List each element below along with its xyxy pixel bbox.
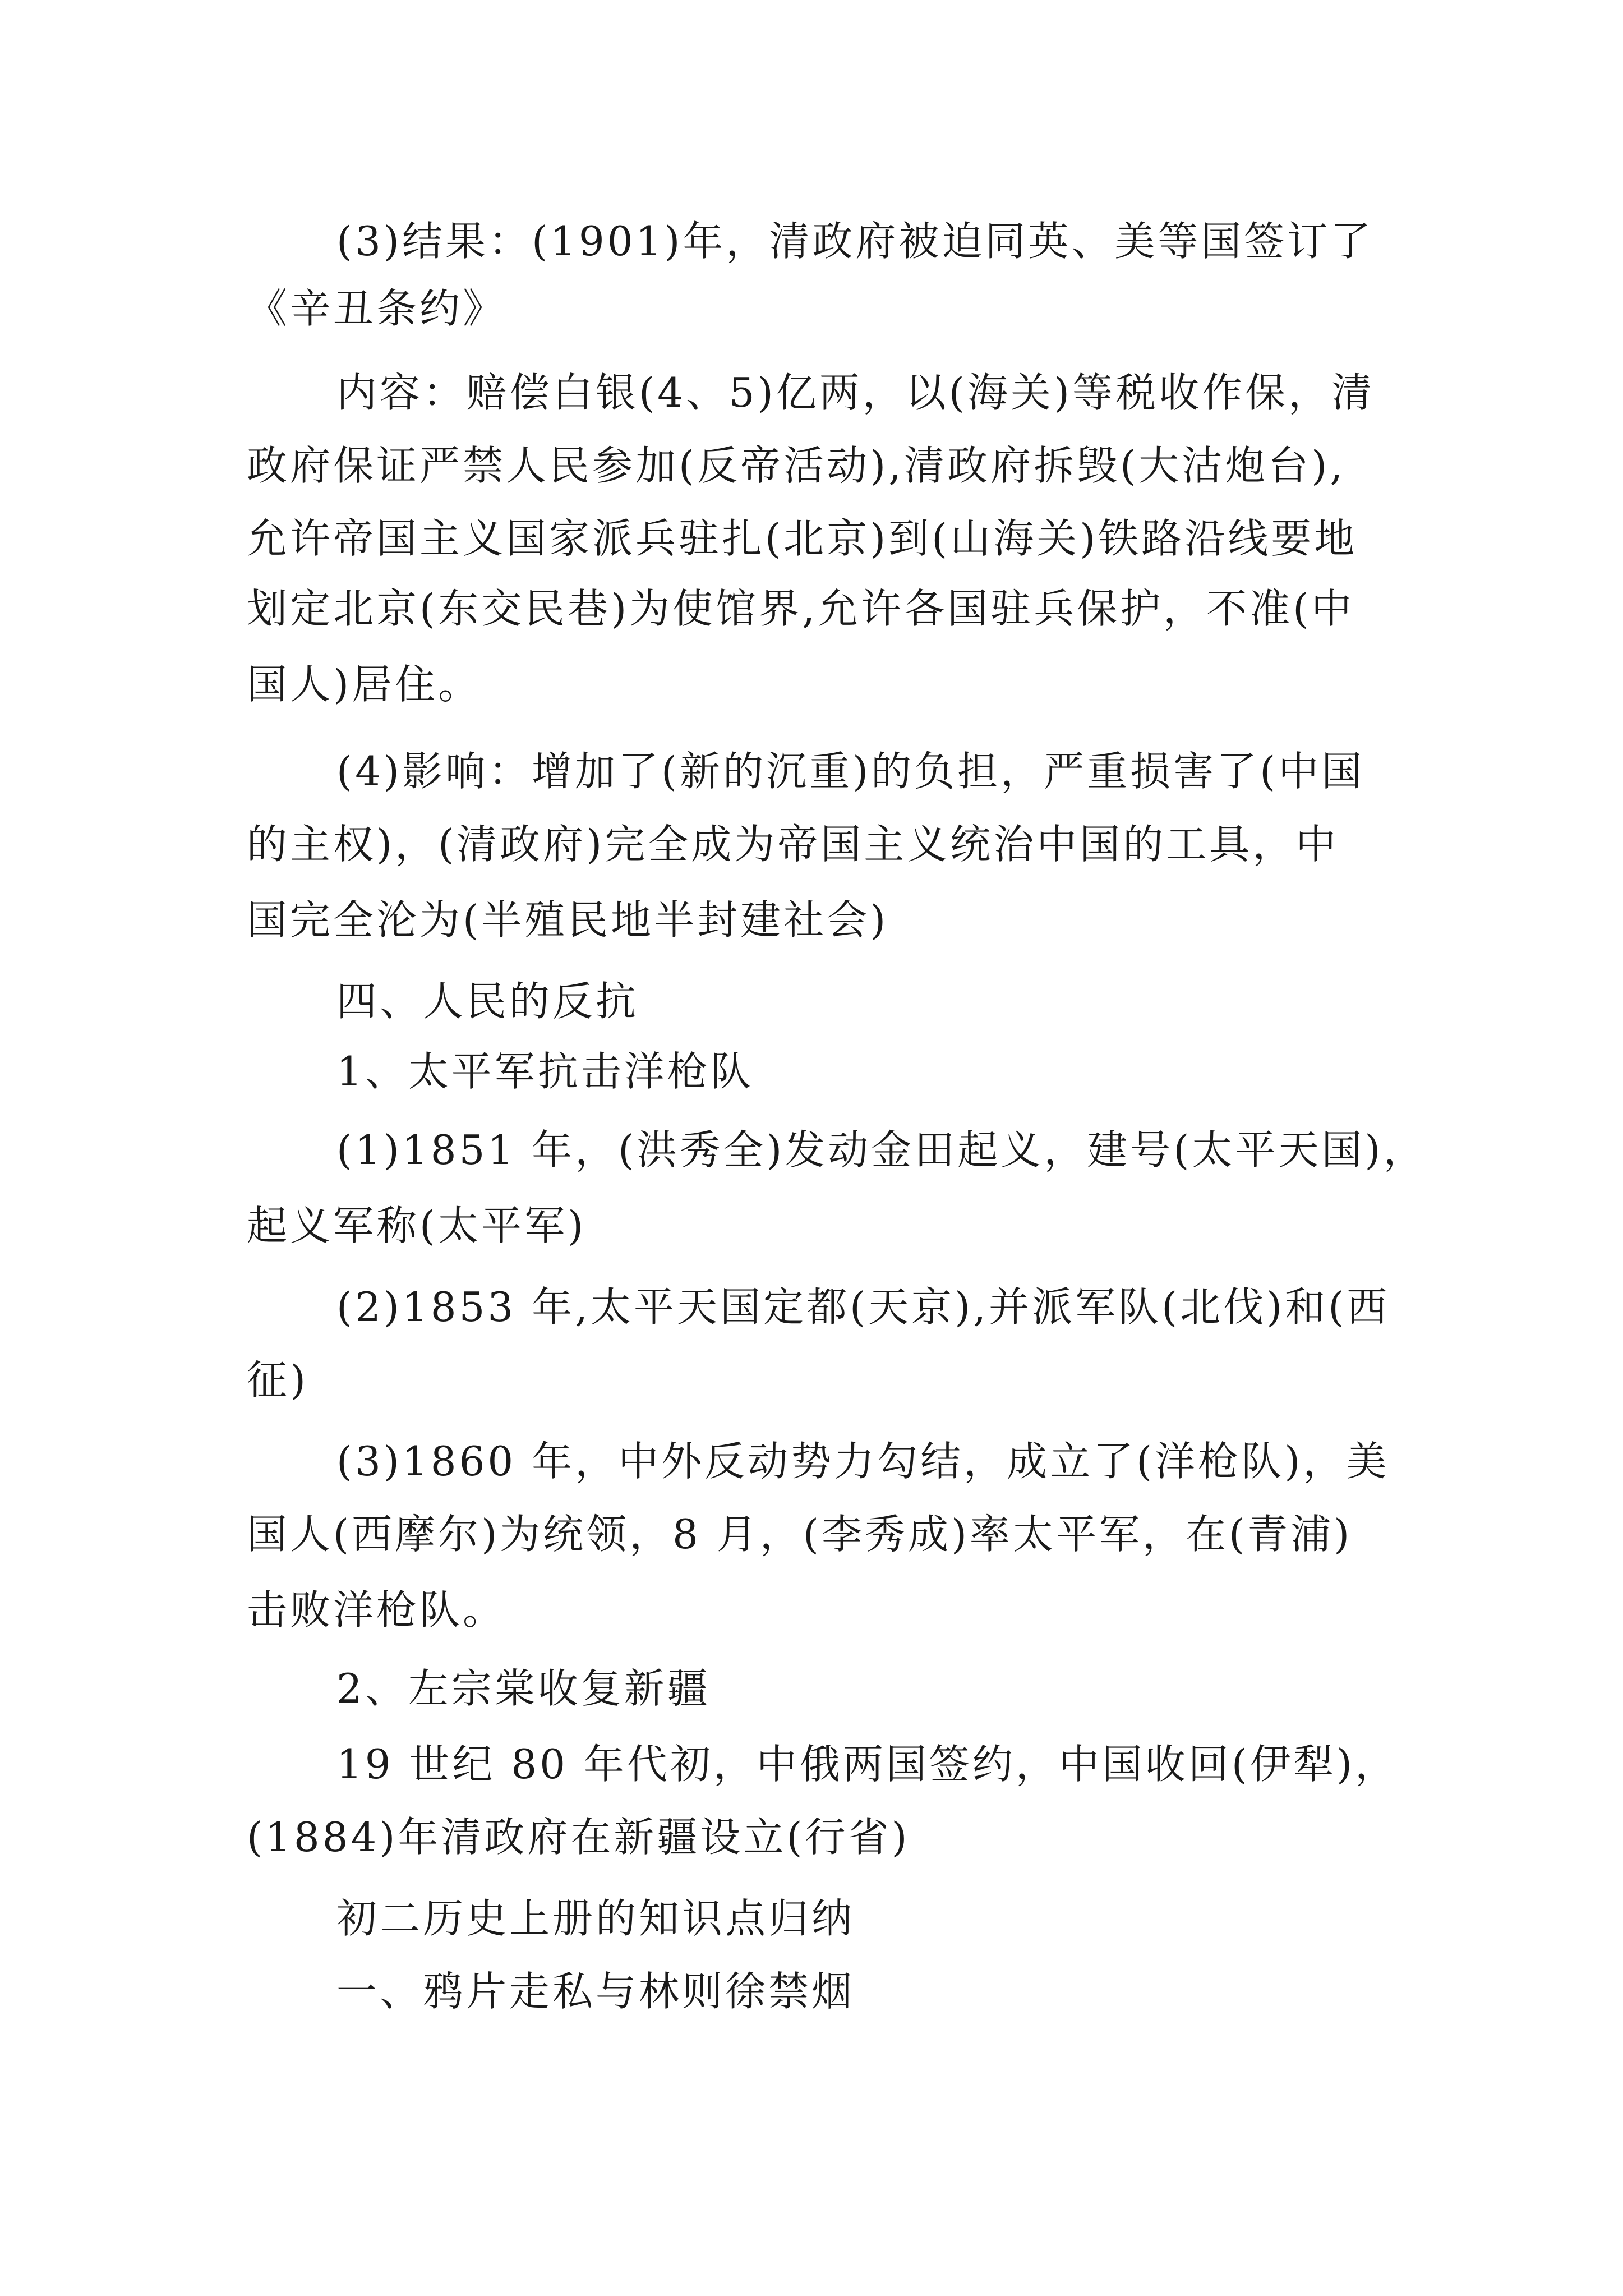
section-title-grade8-history: 初二历史上册的知识点归纳 (336, 1895, 855, 1942)
section-heading-opium: 一、鸦片走私与林则徐禁烟 (336, 1968, 855, 2015)
subsection-heading-xinjiang: 2、左宗棠收复新疆 (336, 1665, 711, 1712)
paragraph-impact-line-1: (4)影响：增加了(新的沉重)的负担，严重损害了(中国 (336, 748, 1365, 795)
paragraph-content-line-4: 划定北京(东交民巷)为使馆界,允许各国驻兵保护，不准(中 (247, 585, 1355, 632)
paragraph-result-line-1: (3)结果：(1901)年，清政府被迫同英、美等国签订了 (336, 218, 1374, 265)
paragraph-result-line-2: 《辛丑条约》 (247, 285, 506, 332)
paragraph-1851-line-2: 起义军称(太平军) (247, 1202, 587, 1249)
paragraph-1860-line-3: 击败洋枪队。 (247, 1586, 506, 1634)
paragraph-content-line-3: 允许帝国主义国家派兵驻扎(北京)到(山海关)铁路沿线要地 (247, 515, 1358, 562)
paragraph-impact-line-3: 国完全沦为(半殖民地半封建社会) (247, 896, 889, 944)
paragraph-1853-line-2: 征) (247, 1356, 309, 1404)
section-heading-resistance: 四、人民的反抗 (336, 978, 639, 1025)
paragraph-1853-line-1: (2)1853 年,太平天国定都(天京),并派军队(北伐)和(西 (336, 1283, 1390, 1331)
paragraph-content-line-5: 国人)居住。 (247, 661, 482, 708)
paragraph-content-line-2: 政府保证严禁人民参加(反帝活动),清政府拆毁(大沽炮台), (247, 442, 1346, 489)
paragraph-1860-line-2: 国人(西摩尔)为统领，8 月，(李秀成)率太平军，在(青浦) (247, 1511, 1353, 1558)
paragraph-impact-line-2: 的主权)，(清政府)完全成为帝国主义统治中国的工具，中 (247, 821, 1339, 868)
paragraph-content-line-1: 内容：赔偿白银(4、5)亿两，以(海关)等税收作保，清 (336, 369, 1375, 416)
paragraph-xinjiang-line-1: 19 世纪 80 年代初，中俄两国签约，中国收回(伊犁)， (336, 1741, 1399, 1788)
subsection-heading-taiping: 1、太平军抗击洋枪队 (336, 1048, 754, 1095)
paragraph-1851-line-1: (1)1851 年，(洪秀全)发动金田起义，建号(太平天国)， (336, 1126, 1427, 1174)
paragraph-1860-line-1: (3)1860 年，中外反动势力勾结，成立了(洋枪队)，美 (336, 1438, 1390, 1485)
paragraph-xinjiang-line-2: (1884)年清政府在新疆设立(行省) (247, 1814, 910, 1861)
